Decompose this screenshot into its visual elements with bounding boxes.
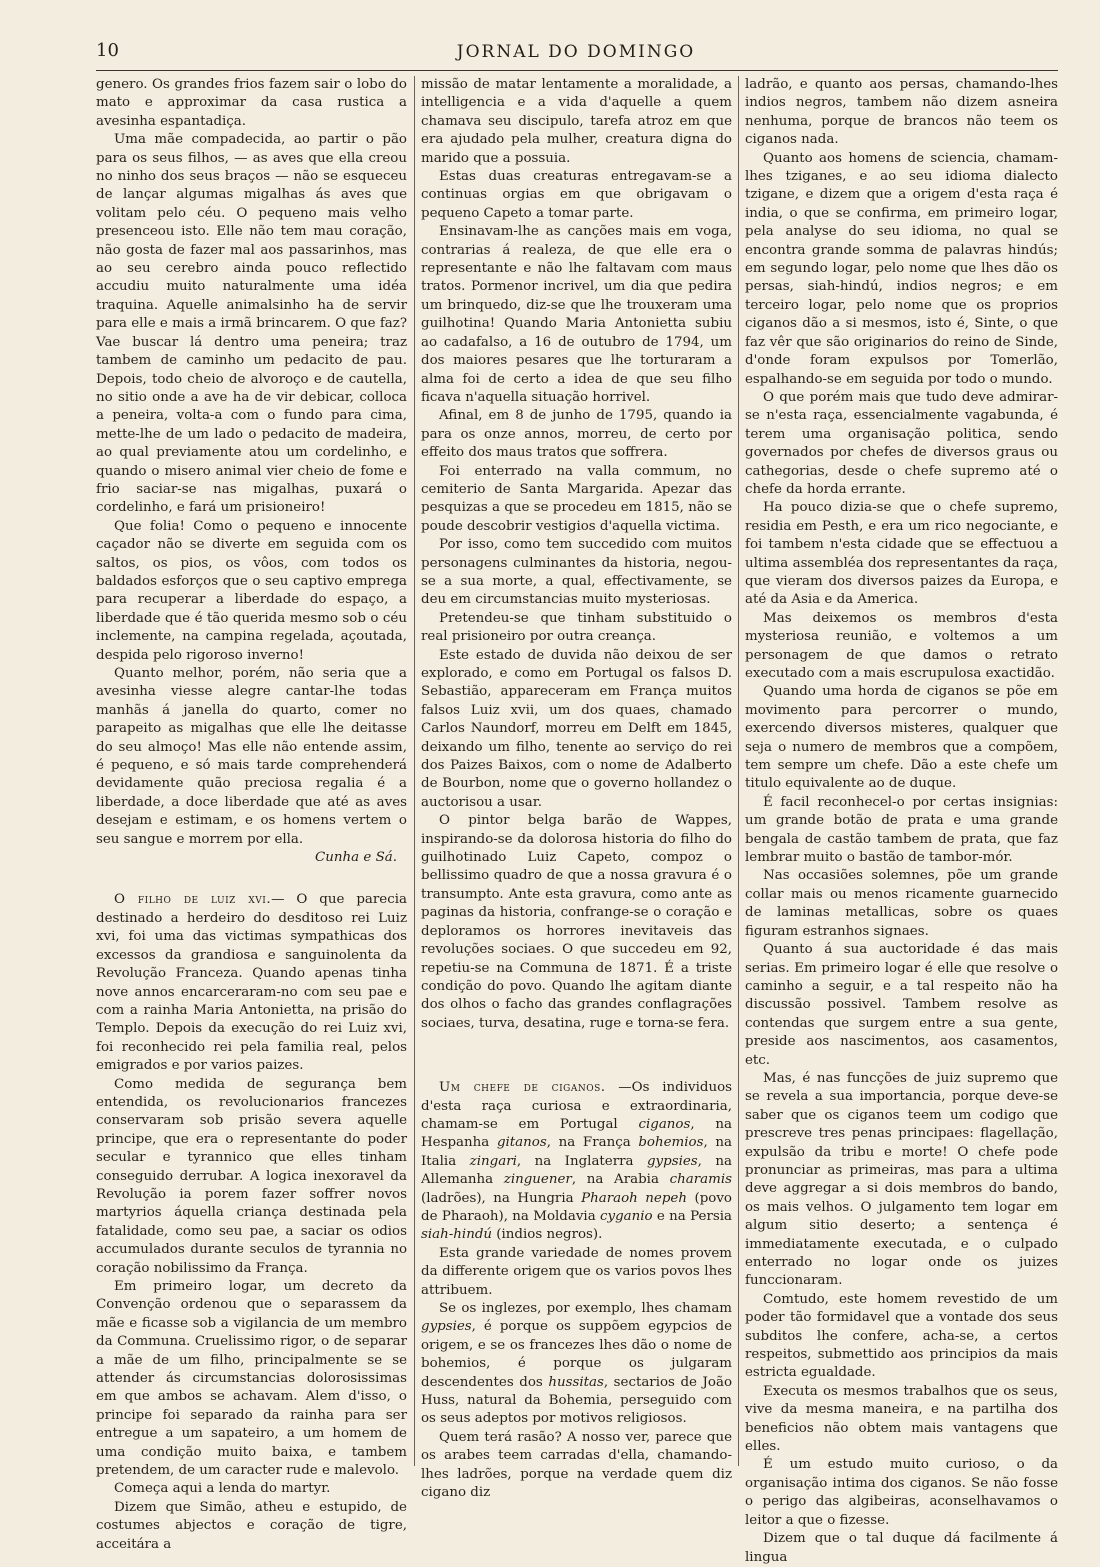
article-paragraph bbox=[96, 891, 407, 1075]
italic-term: gypsies bbox=[421, 1319, 472, 1335]
paragraph: Mas deixemos os membros d'esta mysteriosa reunião, e voltemos a um personagem de que damos o retrato executado com a mais escrupulosa exactidão. bbox=[745, 610, 1058, 681]
article-heading: O filho de luiz xvi. bbox=[114, 892, 272, 908]
article-heading: Um chefe de ciganos. bbox=[439, 1080, 606, 1096]
column-2 bbox=[421, 76, 733, 1501]
italic-term: zinguener bbox=[503, 1172, 572, 1188]
italic-term: charamis bbox=[669, 1172, 732, 1188]
paragraph bbox=[421, 1300, 732, 1429]
paragraph: Dizem que o tal duque dá facilmente á lingua bbox=[745, 1531, 1058, 1565]
paragraph: missão de matar lentamente a moralidade, a intelligencia e a vida d'aquelle a quem chamava seu discipulo, tarefa atroz em que era ajudado pela mulher, creatura digna do marido que a possuia. bbox=[421, 77, 732, 166]
paragraph: Pretendeu-se que tinham substituido o real prisioneiro por outra creança. bbox=[421, 610, 732, 645]
column-divider bbox=[738, 76, 739, 1466]
text-run: (povo de Pharaoh), na Moldavia bbox=[421, 1190, 732, 1224]
paragraph: Uma mãe compadecida, ao partir o pão para os seus filhos, — as aves que ella creou no ninho dos seus braços — não se esqueceu de lançar algumas migalhas ás aves que volitam pelo céu. O pequeno mais velho presenceou isto. Elle não tem mau coração, não gosta de fazer mal aos passarinhos, mas ao seu cerebro ainda pouco reflectido accudiu muito naturalmente uma idéa traquina. Aquelle animalsinho ha de servir para elle e mais a irmã brincarem. O que faz? Vae buscar lá dentro uma peneira; traz tambem de caminho um pedacito de pau. Depois, todo cheio de alvoroço e de cautella, no sitio onde a ave ha de vir debicar, colloca a peneira, volta-a com o fundo para cima, mette-lhe de um lado o pedacito de madeira, ao qual previamente atou um cordelinho, e quando o misero animal vier cheio de fome e frio saciar-se nas migalhas, puxará o cordelinho, e fará um prisioneiro! bbox=[96, 132, 407, 516]
italic-term: Pharaoh nepeh bbox=[581, 1190, 687, 1206]
text-run: Se os inglezes, por exemplo, lhes chamam bbox=[439, 1301, 732, 1316]
paragraph: Quando uma horda de ciganos se põe em movimento para percorrer o mundo, exercendo diversos misteres, qualquer que seja o numero de membros que a compõem, tem sempre um chefe. Dão a este chefe um titulo equivalente ao de duque. bbox=[745, 684, 1058, 792]
paragraph: Executa os mesmos trabalhos que os seus, vive da mesma maneira, e na partilha dos beneficios não obtem mais vantagens que elles. bbox=[745, 1383, 1058, 1455]
paragraph-text: — O que parecia destinado a herdeiro do desditoso rei Luiz xvi, foi uma das victimas sympathicas dos excessos da grandiosa e sanguinolenta da Revolução Franceza. Quando apenas tinha nove annos encarceraram-no com seu pae e com a rainha Maria Antonietta, na prisão do Templo. Depois da execução do rei Luiz xvi, foi reconhecido rei pela familia real, pelos emigrados e por varios paizes. bbox=[96, 892, 407, 1074]
text-run: , na Italia bbox=[421, 1135, 732, 1169]
paragraph: Nas occasiões solemnes, põe um grande collar mais ou menos ricamente guarnecido de laminas metallicas, sobre os quaes figuram estranhos signaes. bbox=[745, 868, 1058, 939]
text-run: , na Inglaterra bbox=[516, 1153, 647, 1169]
paragraph: Que folia! Como o pequeno e innocente caçador não se diverte em seguida com os saltos, os pios, os vôos, com todos os baldados esforços que o seu captivo emprega para recuperar a liberdade do espaço, a liberdade que é tão querida mesmo sob o céu inclemente, na campina regelada, açoutada, despida pelo rigoroso inverno! bbox=[96, 518, 407, 663]
text-run: e na Persia bbox=[652, 1208, 732, 1224]
page-header bbox=[96, 40, 1056, 64]
paragraph: Como medida de segurança bem entendida, os revolucionarios francezes conservaram sob prisão severa aquelle principe, que era o representante do poder secular e tyrannico que elles tinham conseguido derrubar. A logica inexoravel da Revolução ia porem fazer soffrer novos martyrios áquella criança destinada pela fatalidade, como seu pae, a saciar os odios accumulados durante seculos de tyrannia no coração nobilissimo da França. bbox=[96, 1076, 407, 1276]
paragraph: ladrão, e quanto aos persas, chamando-lhes indios negros, tambem não dizem asneira nenhuma, porque de brancos não teem os ciganos nada. bbox=[745, 77, 1058, 148]
text-run: (ladrões), na Hungria bbox=[421, 1190, 582, 1206]
journal-title: JORNAL DO DOMINGO bbox=[456, 42, 696, 62]
paragraph: Esta grande variedade de nomes provem da differente origem que os varios povos lhes attribuem. bbox=[421, 1245, 732, 1298]
italic-term: zingari bbox=[469, 1153, 517, 1169]
paragraph: Estas duas creaturas entregavam-se a continuas orgias em que obrigavam o pequeno Capeto a tomar parte. bbox=[421, 169, 732, 221]
text-run: , na Allemanha bbox=[421, 1153, 732, 1188]
section-gap bbox=[421, 1033, 732, 1079]
paragraph: Ensinavam-lhe as canções mais em voga, contrarias á realeza, de que elle era o representante e não lhe faltavam com maus tratos. Pormenor incrivel, um dia que pedira um brinquedo, diz-se que lhe trouxeram uma guilhotina! Quando Maria Antonietta subiu ao cadafalso, a 16 de outubro de 1794, um dos maiores pesares que lhe torturaram a alma foi de certo a idea de que seu filho ficava n'aquella situação horrivel. bbox=[421, 224, 732, 405]
header-rule bbox=[96, 70, 1058, 71]
paragraph: Quanto melhor, porém, não seria que a avesinha viesse alegre cantar-lhe todas manhãs á janella do quarto, comer no parapeito as migalhas que elle lhe deitasse do seu almoço! Mas elle não entende assim, é pequeno, e só mais tarde comprehenderá devidamente quão preciosa regalia é a liberdade, a doce liberdade que até as aves desejam e estimam, e os homens vertem o seu sangue e morrem por ella. bbox=[96, 666, 407, 847]
column-1 bbox=[96, 76, 407, 1552]
paragraph: Em primeiro logar, um decreto da Convenção ordenou que o separassem da mãe e ficasse sob a vigilancia de um membro da Communa. Cruelissimo rigor, o de separar a mãe de um filho, principalmente se se attender ás circumstancias dolorosissimas em que ambos se achavam. Alem d'isso, o principe foi separado da rainha para ser entregue a um sapateiro, a um homem de uma condição muito baixa, e tambem pretendem, de um caracter rude e malevolo. bbox=[96, 1279, 407, 1479]
paragraph: genero. Os grandes frios fazem sair o lobo do mato e approximar da casa rustica a avesinha espantadiça. bbox=[96, 77, 407, 129]
paragraph: O que porém mais que tudo deve admirar-se n'esta raça, essencialmente vagabunda, é terem uma organisação politica, sendo governados por chefes de diversos graus ou cathegorias, desde o chefe supremo até o chefe da horda errante. bbox=[745, 389, 1058, 497]
italic-term: cyganio bbox=[600, 1208, 653, 1224]
paragraph: Mas, é nas funcções de juiz supremo que se revela a sua importancia, porque deve-se saber que os ciganos teem um codigo que prescreve tres penas principaes: flagellação, expulsão da tribu e morte! O chefe pode pronunciar as primeiras, mas para a ultima deve aggregar a si dois membros do bando, os mais velhos. O julgamento tem logar em algum sitio deserto; a sentença é immediatamente executada, e o culpado enterrado no logar onde os juizes funccionaram. bbox=[745, 1070, 1058, 1289]
column-divider bbox=[414, 76, 415, 1466]
page-number: 10 bbox=[96, 40, 119, 61]
paragraph: Foi enterrado na valla commum, no cemiterio de Santa Margarida. Apezar das pesquizas a que se procedeu em 1815, não se poude descobrir vestigios d'aquella victima. bbox=[421, 463, 732, 534]
paragraph: Ha pouco dizia-se que o chefe supremo, residia em Pesth, e era um rico negociante, e foi tambem n'esta cidade que se effectuou a ultima assembléa dos representantes da raça, que vieram dos diversos paizes da Europa, e até da Asia e da America. bbox=[745, 500, 1058, 608]
paragraph: O pintor belga barão de Wappes, inspirando-se da dolorosa historia do filho do guilhotinado Luiz Capeto, compoz o bellissimo quadro de que a nossa gravura é o transumpto. Ante esta gravura, como ante as paginas da historia, confrange-se o coração e deploramos os horrores inevitaveis das revoluções sociaes. O que succedeu em 92, repetiu-se na Communa de 1871. É a triste condição do povo. Quando lhe agitam diante dos olhos o facho das grandes conflagrações sociaes, turva, desatina, ruge e torna-se fera. bbox=[421, 813, 732, 1031]
italic-term: hussitas bbox=[548, 1374, 604, 1390]
italic-term: gitanos bbox=[496, 1135, 547, 1151]
paragraph: Quem terá rasão? A nosso ver, parece que os arabes teem carradas d'ella, chamando-lhes ladrões, porque na verdade quem diz cigano diz bbox=[421, 1429, 732, 1501]
paragraph: É um estudo muito curioso, o da organisação intima dos ciganos. Se não fosse o perigo das algibeiras, aconselhavamos o leitor a que o fizesse. bbox=[745, 1457, 1058, 1528]
italic-term: bohemios bbox=[638, 1135, 704, 1151]
text-run: , é porque os suppõem egypcios de origem, e se os francezes lhes dão o nome de bohemios, é porque os julgaram descendentes dos bbox=[421, 1319, 732, 1390]
column-3 bbox=[745, 76, 1058, 1565]
paragraph: Dizem que Simão, atheu e estupido, de costumes abjectos e coração de tigre, acceitára a bbox=[96, 1499, 407, 1552]
article-paragraph bbox=[421, 1079, 732, 1245]
italic-term: ciganos bbox=[638, 1116, 691, 1132]
text-run: (indios negros). bbox=[492, 1227, 603, 1243]
text-run: , na Arabia bbox=[571, 1172, 670, 1188]
paragraph: Quanto aos homens de sciencia, chamam-lhes tziganes, e ao seu idioma dialecto tzigane, e dizem que a origem d'esta raça é india, o que se confirma, em primeiro logar, pela analyse do seu idioma, no qual se encontra grande somma de palavras hindús; em segundo logar, pelo nome que lhes dão os persas, siah-hindú, indios negros; e em terceiro logar, pelo nome que os proprios ciganos dão a si mesmos, isto é, Sinte, o que faz vêr que são originarios do reino de Sinde, d'onde foram expulsos por Tomerlão, espalhando-se em seguida por todo o mundo. bbox=[745, 150, 1058, 387]
italic-term: siah-hindú bbox=[421, 1227, 493, 1243]
text-run: , sectarios de João Huss, natural da Bohemia, perseguido com os seus adeptos por motivos religiosos. bbox=[421, 1374, 733, 1427]
italic-term: gypsies bbox=[646, 1153, 698, 1169]
paragraph: Afinal, em 8 de junho de 1795, quando ia para os onze annos, morreu, de certo por effeito dos maus tratos que soffrera. bbox=[421, 408, 732, 461]
paragraph: Quanto á sua auctoridade é das mais serias. Em primeiro logar é elle que resolve o caminho a seguir, e a tal respeito não ha discussão possivel. Tambem resolve as contendas que surgem entre a sua gente, preside aos nascimentos, aos casamentos, etc. bbox=[745, 942, 1058, 1068]
author-signature: Cunha e Sá. bbox=[315, 850, 397, 866]
text-run: —Os individuos d'esta raça curiosa e extraordinaria, chamam-se em Portugal bbox=[421, 1080, 732, 1132]
paragraph: Este estado de duvida não deixou de ser explorado, e como em Portugal os falsos D. Sebastião, appareceram em França muitos falsos Luiz xvii, um dos quaes, chamado Carlos Naundorf, morreu em Delft em 1845, deixando um filho, tenente ao serviço do rei dos Paizes Baixos, com o nome de Adalberto de Bourbon, nome que o governo hollandez o auctorisou a usar. bbox=[421, 647, 732, 810]
text-run: , na Hespanha bbox=[421, 1116, 732, 1151]
text-run: , na França bbox=[546, 1135, 639, 1151]
paragraph: É facil reconhecel-o por certas insignias: um grande botão de prata e uma grande bengala de castão tambem de prata, que faz lembrar muito o bastão de tambor-mór. bbox=[745, 794, 1058, 866]
paragraph: Por isso, como tem succedido com muitos personagens culminantes da historia, negou-se a sua morte, a qual, effectivamente, se deu em circumstancias muito mysteriosas. bbox=[421, 537, 732, 608]
paragraph: Comtudo, este homem revestido de um poder tão formidavel que a vontade dos seus subditos lhe confere, acha-se, a certos respeitos, submettido aos principios da mais estricta egualdade. bbox=[745, 1291, 1058, 1381]
paragraph: Começa aqui a lenda do martyr. bbox=[114, 1481, 331, 1497]
